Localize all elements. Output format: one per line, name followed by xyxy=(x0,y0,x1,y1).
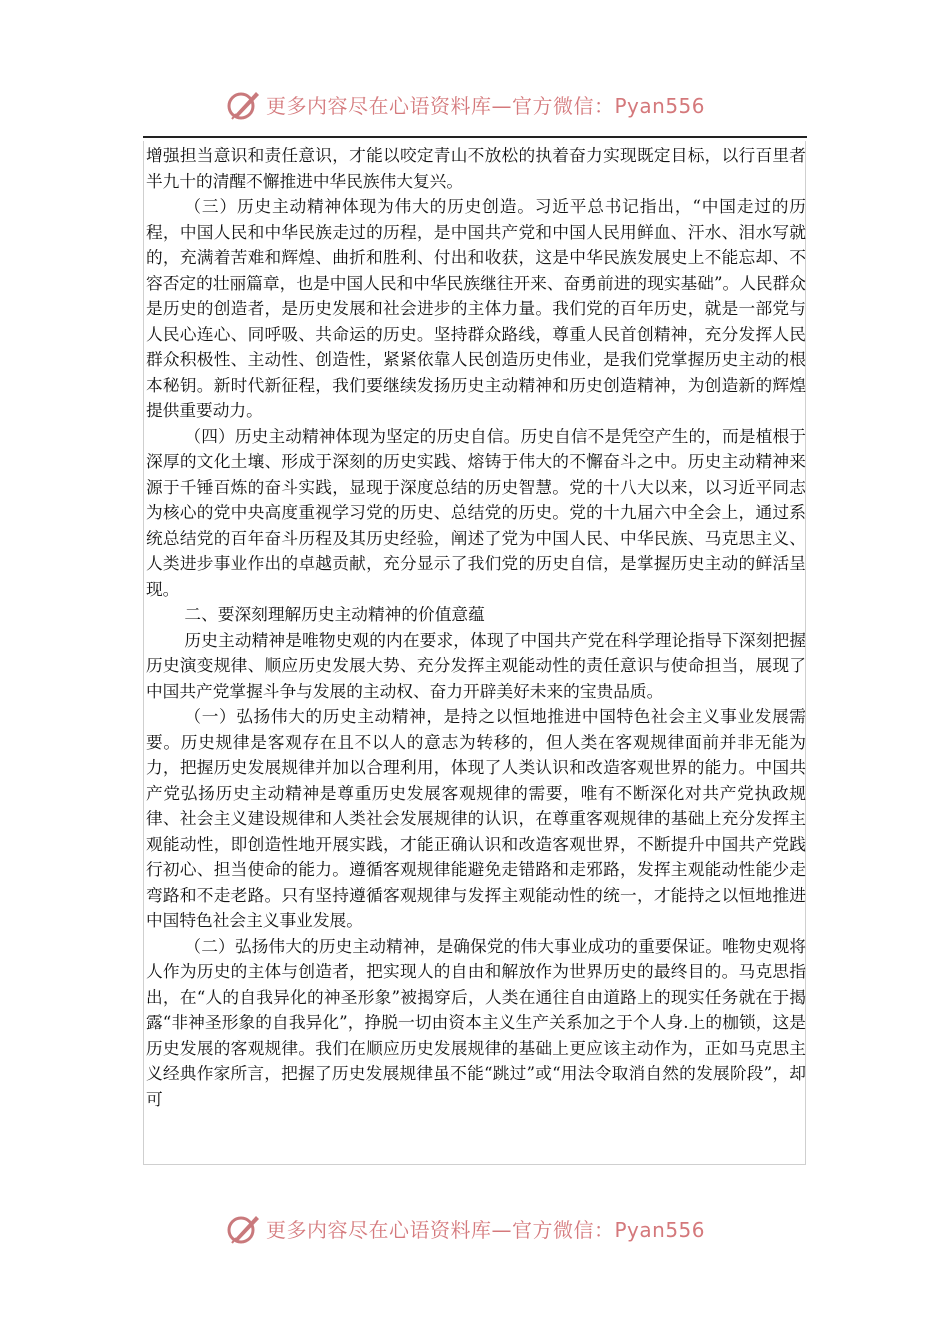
paragraph-2: （三）历史主动精神体现为伟大的历史创造。习近平总书记指出，“中国走过的历程，中国人民和中华民族走过的历程，是中国共产党和中国人民用鲜血、汗水、泪水写就的，充满着苦难和辉煌、曲折和胜利、付出和收获，这是中华民族发展史上不能忘却、不容否定的壮丽篇章，也是中国人民和中华民族继往开来、奋勇前进的现实基础”。人民群众是历史的创造者，是历史发展和社会进步的主体力量。我们党的百年历史，就是一部党与人民心连心、同呼吸、共命运的历史。坚持群众路线，尊重人民首创精神，充分发挥人民群众积极性、主动性、创造性，紧紧依靠人民创造历史伟业，是我们党掌握历史主动的根本秘钥。新时代新征程，我们要继续发扬历史主动精神和历史创造精神，为创造新的辉煌提供重要动力。 xyxy=(146,196,806,420)
header-banner-text: 更多内容尽在心语资料库—官方微信：Pyan556 xyxy=(266,94,706,118)
header-banner xyxy=(226,84,746,124)
paragraph-1: 增强担当意识和责任意识，才能以咬定青山不放松的执着奋力实现既定目标，以行百里者半九十的清醒不懈推进中华民族伟大复兴。 xyxy=(146,145,806,191)
quill-pen-logo-icon xyxy=(226,1210,262,1246)
footer-banner-text: 更多内容尽在心语资料库—官方微信：Pyan556 xyxy=(266,1218,706,1242)
footer-banner xyxy=(226,1208,746,1248)
quill-pen-logo-icon xyxy=(226,86,262,122)
paragraph-6: （二）弘扬伟大的历史主动精神，是确保党的伟大事业成功的重要保证。唯物史观将人作为历史的主体与创造者，把实现人的自由和解放作为世界历史的最终目的。马克思指出，在“人的自我异化的神圣形象”被揭穿后，人类在通往自由道路上的现实任务就在于揭露“非神圣形象的自我异化”，挣脱一切由资本主义生产关系加之于个人身.上的枷锁，这是历史发展的客观规律。我们在顺应历史发展规律的基础上更应该主动作为，正如马克思主义经典作家所言，把握了历史发展规律虽不能“跳过”或“用法令取消自然的发展阶段”，却可 xyxy=(146,935,806,1109)
header-divider xyxy=(143,136,807,138)
paragraph-3: （四）历史主动精神体现为坚定的历史自信。历史自信不是凭空产生的，而是植根于深厚的文化土壤、形成于深刻的历史实践、熔铸于伟大的不懈奋斗之中。历史主动精神来源于千锤百炼的奋斗实践，显现于深度总结的历史智慧。党的十八大以来，以习近平同志为核心的党中央高度重视学习党的历史、总结党的历史。党的十九届六中全会上，通过系统总结党的百年奋斗历程及其历史经验，阐述了党为中国人民、中华民族、马克思主义、人类进步事业作出的卓越贡献，充分显示了我们党的历史自信，是掌握历史主动的鲜活呈现。 xyxy=(146,425,806,599)
document-body xyxy=(146,143,806,1112)
paragraph-4: 历史主动精神是唯物史观的内在要求，体现了中国共产党在科学理论指导下深刻把握历史演变规律、顺应历史发展大势、充分发挥主观能动性的责任意识与使命担当，展现了中国共产党掌握斗争与发展的主动权、奋力开辟美好未来的宝贵品质。 xyxy=(146,629,806,701)
section-heading-2: 二、要深刻理解历史主动精神的价值意蕴 xyxy=(184,604,485,624)
paragraph-5: （一）弘扬伟大的历史主动精神，是持之以恒地推进中国特色社会主义事业发展需要。历史规律是客观存在且不以人的意志为转移的，但人类在客观规律面前并非无能为力，把握历史发展规律并加以合理利用，体现了人类认识和改造客观世界的能力。中国共产党弘扬历史主动精神是尊重历史发展客观规律的需要，唯有不断深化对共产党执政规律、社会主义建设规律和人类社会发展规律的认识，在尊重客观规律的基础上充分发挥主观能动性，即创造性地开展实践，才能正确认识和改造客观世界，不断提升中国共产党践行初心、担当使命的能力。遵循客观规律能避免走错路和走邪路，发挥主观能动性能少走弯路和不走老路。只有坚持遵循客观规律与发挥主观能动性的统一，才能持之以恒地推进中国特色社会主义事业发展。 xyxy=(146,706,806,930)
